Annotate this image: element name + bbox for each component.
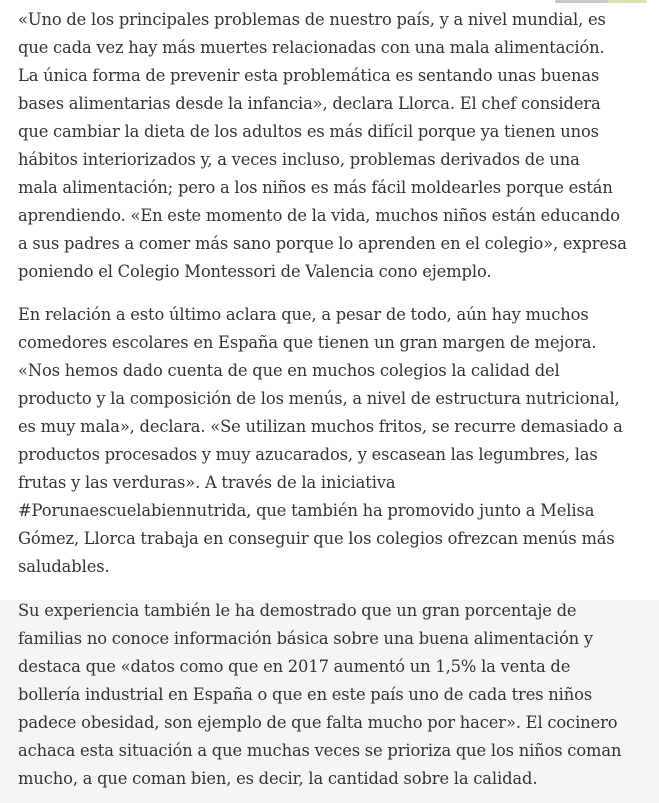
hashtag-line: #Porunaescuelabiennutrida, que también ha promovido junto a Melisa bbox=[18, 501, 595, 520]
text-line: producto y la composición de los menús, a nivel de estructura nutricional, bbox=[18, 389, 620, 408]
text-line: familias no conoce información básica sobre una buena alimentación y bbox=[18, 629, 593, 648]
text-line: a sus padres a comer más sano porque lo aprenden en el colegio», expresa bbox=[18, 234, 627, 253]
text-line: Gómez, Llorca trabaja en conseguir que los colegios ofrezcan menús más bbox=[18, 529, 615, 548]
text-line: comedores escolares en España que tienen un gran margen de mejora. bbox=[18, 333, 597, 352]
text-line: En relación a esto último aclara que, a pesar de todo, aún hay muchos bbox=[18, 305, 589, 324]
text-line: destaca que «datos como que en 2017 aumentó un 1,5% la venta de bbox=[18, 657, 571, 676]
text-line: Su experiencia también le ha demostrado que un gran porcentaje de bbox=[18, 601, 577, 620]
text-line: hábitos interiorizados y, a veces incluso, problemas derivados de una bbox=[18, 150, 580, 169]
text-line: saludables. bbox=[18, 557, 110, 576]
text-line: padece obesidad, son ejemplo de que falta mucho por hacer». El cocinero bbox=[18, 713, 618, 732]
text-line: bollería industrial en España o que en este país uno de cada tres niños bbox=[18, 685, 593, 704]
text-line: «Uno de los principales problemas de nuestro país, y a nivel mundial, es bbox=[18, 10, 606, 29]
text-line: poniendo el Colegio Montessori de Valencia cono ejemplo. bbox=[18, 262, 492, 281]
text-line: que cada vez hay más muertes relacionadas con una mala alimentación. bbox=[18, 38, 605, 57]
text-line: es muy mala», declara. «Se utilizan muchos fritos, se recurre demasiado a bbox=[18, 417, 623, 436]
text-line: que cambiar la dieta de los adultos es más difícil porque ya tienen unos bbox=[18, 122, 599, 141]
text-line: frutas y las verduras». A través de la iniciativa bbox=[18, 473, 396, 492]
paragraph-3 bbox=[18, 597, 621, 793]
text-line: achaca esta situación a que muchas veces se prioriza que los niños coman bbox=[18, 741, 622, 760]
paragraph-1 bbox=[18, 6, 627, 286]
text-line: productos procesados y muy azucarados, y escasean las legumbres, las bbox=[18, 445, 598, 464]
paragraph-2 bbox=[18, 301, 623, 581]
text-line: bases alimentarias desde la infancia», declara Llorca. El chef considera bbox=[18, 94, 601, 113]
text-line: «Nos hemos dado cuenta de que en muchos colegios la calidad del bbox=[18, 361, 560, 380]
text-line: mucho, a que coman bien, es decir, la cantidad sobre la calidad. bbox=[18, 769, 538, 788]
text-line: aprendiendo. «En este momento de la vida, muchos niños están educando bbox=[18, 206, 620, 225]
text-line: La única forma de prevenir esta problemática es sentando unas buenas bbox=[18, 66, 600, 85]
text-line: mala alimentación; pero a los niños es más fácil moldearles porque están bbox=[18, 178, 613, 197]
